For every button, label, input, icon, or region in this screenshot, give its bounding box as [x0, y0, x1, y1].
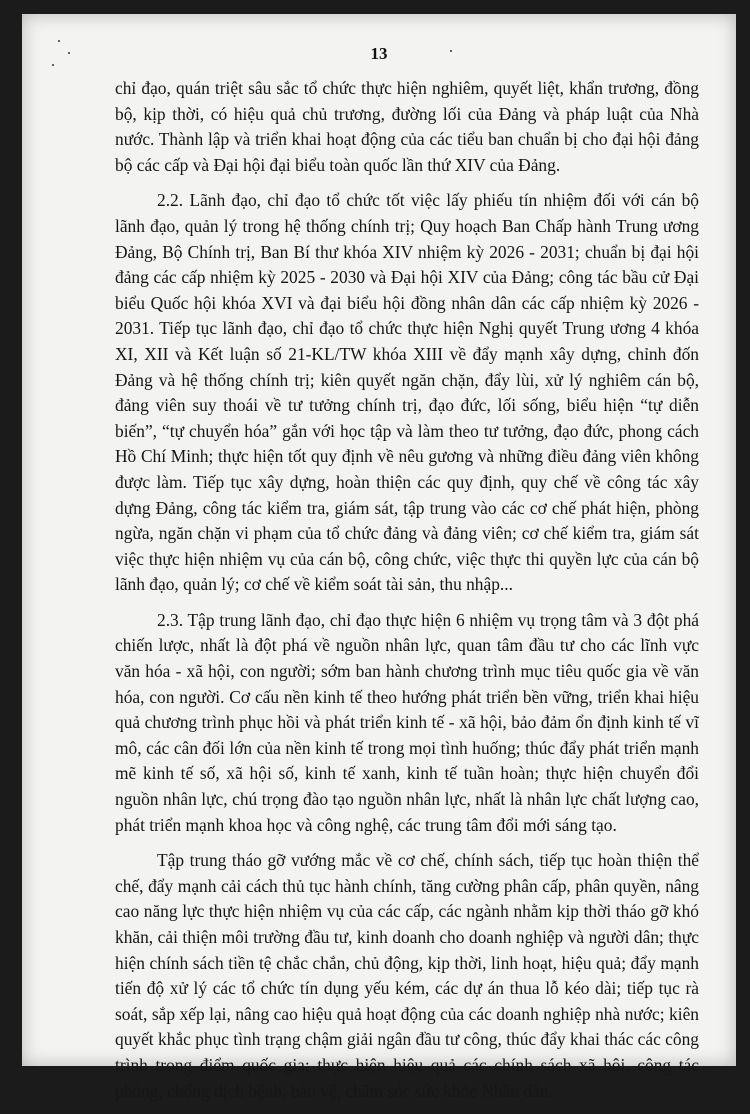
paragraph-section-2-3: 2.3. Tập trung lãnh đạo, chỉ đạo thực hiện 6 nhiệm vụ trọng tâm và 3 đột phá chiến lược, nhất là đột phá về nguồn nhân lực, quan tâm đầu tư cho các lĩnh vực văn hóa - xã hội, con người; sớm ban hành chương trình mục tiêu quốc gia về văn hóa, con người. Cơ cấu nền kinh tế theo hướng phát triển bền vững, triển khai hiệu quả chương trình phục hồi và phát triển kinh tế - xã hội, bảo đảm ổn định kinh tế vĩ mô, các cân đối lớn của nền kinh tế trong mọi tình huống; thúc đẩy phát triển mạnh mẽ kinh tế số, xã hội số, kinh tế xanh, kinh tế tuần hoàn; thực hiện chuyển đổi nguồn nhân lực, chú trọng đào tạo nguồn nhân lực, nhất là nhân lực chất lượng cao, phát triển mạnh khoa học và công nghệ, các trung tâm đổi mới sáng tạo.	[115, 609, 699, 835]
paragraph-section-2-2: 2.2. Lãnh đạo, chỉ đạo tổ chức tốt việc lấy phiếu tín nhiệm đối với cán bộ lãnh đạo, quản lý trong hệ thống chính trị; Quy hoạch Ban Chấp hành Trung ương Đảng, Bộ Chính trị, Ban Bí thư khóa XIV nhiệm kỳ 2026 - 2031; chuẩn bị đại hội đảng các cấp nhiệm kỳ 2025 - 2030 và Đại hội XIV của Đảng; công tác bầu cử Đại biểu Quốc hội khóa XVI và đại biểu hội đồng nhân dân các cấp nhiệm kỳ 2026 - 2031. Tiếp tục lãnh đạo, chỉ đạo tổ chức thực hiện Nghị quyết Trung ương 4 khóa XI, XII và Kết luận số 21-KL/TW khóa XIII về đẩy mạnh xây dựng, chỉnh đốn Đảng và hệ thống chính trị; kiên quyết ngăn chặn, đẩy lùi, xử lý nghiêm cán bộ, đảng viên suy thoái về tư tưởng chính trị, đạo đức, lối sống, biểu hiện “tự diễn biến”, “tự chuyển hóa” gắn với học tập và làm theo tư tưởng, đạo đức, phong cách Hồ Chí Minh; thực hiện tốt quy định về nêu gương và những điều đảng viên không được làm. Tiếp tục xây dựng, hoàn thiện các quy định, quy chế về công tác xây dựng Đảng, công tác kiểm tra, giám sát, tập trung vào các cơ chế phát hiện, phòng ngừa, ngăn chặn vi phạm của tổ chức đảng và đảng viên; cơ chế kiểm tra, giám sát việc thực hiện nhiệm vụ của cán bộ, công chức, việc thực thi quyền lực của cán bộ lãnh đạo, quản lý; cơ chế về kiểm soát tài sản, thu nhập...	[115, 190, 699, 595]
page-number: 13	[370, 44, 388, 63]
scan-speck	[52, 64, 54, 66]
paragraph-reform: Tập trung tháo gỡ vướng mắc về cơ chế, chính sách, tiếp tục hoàn thiện thể chế, đẩy mạnh cải cách thủ tục hành chính, tăng cường phân cấp, phân quyền, nâng cao năng lực thực hiện nhiệm vụ của các cấp, các ngành nhằm kịp thời tháo gỡ khó khăn, cải thiện môi trường đầu tư, kinh doanh cho doanh nghiệp và người dân; thực hiện chính sách tiền tệ chắc chắn, chủ động, kịp thời, linh hoạt, hiệu quả; đẩy mạnh tiến độ xử lý các tổ chức tín dụng yếu kém, các dự án thua lỗ kéo dài; tiếp tục rà soát, sắp xếp lại, nâng cao hiệu quả hoạt động của các doanh nghiệp nhà nước; kiên quyết khắc phục tình trạng chậm giải ngân đầu tư công, thúc đẩy khai thác các công trình trọng điểm quốc gia; thực hiện hiệu quả các chính sách xã hội, công tác phòng, chống dịch bệnh, bảo vệ, chăm sóc sức khỏe Nhân dân.	[115, 850, 699, 1101]
document-body	[115, 76, 699, 1114]
document-page	[22, 14, 736, 1101]
paragraph-continuation: chỉ đạo, quán triệt sâu sắc tổ chức thực hiện nghiêm, quyết liệt, khẩn trương, đồng bộ, kịp thời, có hiệu quả chủ trương, đường lối của Đảng và pháp luật của Nhà nước. Thành lập và triển khai hoạt động của các tiểu ban chuẩn bị cho đại hội đảng bộ các cấp và Đại hội đại biểu toàn quốc lần thứ XIV của Đảng.	[115, 78, 699, 175]
scan-speck	[58, 40, 60, 42]
